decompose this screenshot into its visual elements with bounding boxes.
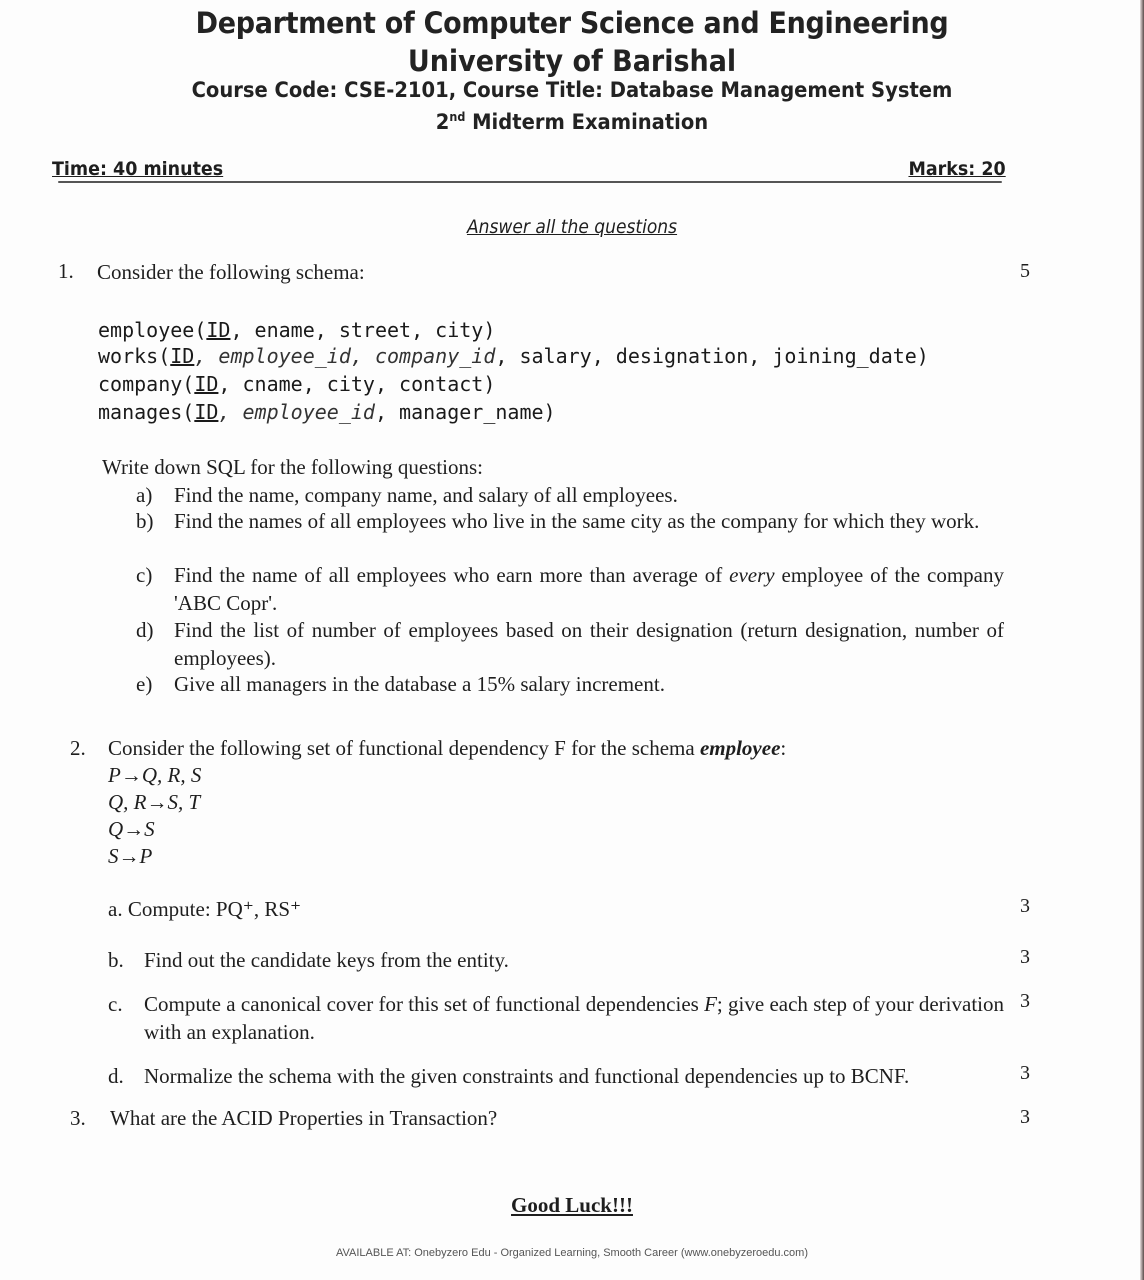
q3-marks: 3 [1020, 1106, 1030, 1128]
exam-title [40, 110, 1104, 134]
q2-part-a-marks: 3 [1020, 895, 1030, 917]
q2-part-d-marks: 3 [1020, 1062, 1030, 1084]
fd-3: Q→S [108, 817, 155, 841]
q1-number: 1. [58, 259, 74, 283]
q2-part-c-marks: 3 [1020, 990, 1030, 1012]
q2-part-c: c. Compute a canonical cover for this set of functional dependencies F; give each step of your derivation with an explanation. [108, 992, 1004, 1044]
fd-4: S→P [108, 844, 153, 868]
q1-item-c: c) Find the name of all employees who earn more than average of every employee of the company 'ABC Copr'. [136, 563, 1004, 615]
q1-marks: 5 [1020, 260, 1030, 282]
q1-text: Consider the following schema: [97, 260, 365, 284]
q2-part-d: d. Normalize the schema with the given constraints and functional dependencies up to BCNF. [108, 1064, 910, 1088]
q3-text: What are the ACID Properties in Transaction? [110, 1106, 498, 1130]
page-edge-shadow [1140, 0, 1144, 1280]
q2-number: 2. [70, 736, 86, 760]
good-luck-message: Good Luck!!! [511, 1193, 633, 1217]
department-title: Department of Computer Science and Engineering [195, 6, 949, 40]
exam-ordinal: 2 [435, 110, 450, 134]
q1-prompt: Write down SQL for the following questions: [102, 455, 483, 479]
q1-item-a: a) Find the name, company name, and salary of all employees. [136, 483, 678, 507]
exam-name: Midterm Examination [472, 110, 709, 134]
footer-source: AVAILABLE AT: Onebyzero Edu - Organized Learning, Smooth Career (www.onebyzeroedu.com) [335, 1247, 809, 1259]
schema-manages: manages(ID, employee_id, manager_name) [98, 400, 556, 424]
course-line: Course Code: CSE-2101, Course Title: Database Management System [191, 78, 953, 102]
q1-item-d: d) Find the list of number of employees based on their designation (return designation, number of employees). [136, 618, 1004, 670]
fd-2: Q, R→S, T [108, 790, 201, 814]
q2-part-b: b. Find out the candidate keys from the entity. [108, 948, 509, 972]
university-title: University of Barishal [407, 44, 737, 78]
schema-employee: employee(ID, ename, street, city) [98, 318, 496, 342]
q2-text: Consider the following set of functional dependency F for the schema employee: [108, 736, 787, 760]
schema-works: works(ID, employee_id, company_id, salary, designation, joining_date) [98, 344, 929, 368]
exam-time: Time: 40 minutes [52, 158, 224, 180]
q2-part-a: a. Compute: PQ⁺, RS⁺ [108, 897, 302, 921]
q1-item-b: b) Find the names of all employees who live in the same city as the company for which they work. [136, 509, 980, 533]
q1-item-e: e) Give all managers in the database a 15% salary increment. [136, 672, 665, 696]
fd-1: P→Q, R, S [108, 763, 202, 787]
instruction: Answer all the questions [466, 216, 678, 238]
q3-number: 3. [70, 1106, 86, 1130]
schema-company: company(ID, cname, city, contact) [98, 372, 496, 396]
exam-ordinal-suffix: nd [449, 110, 466, 124]
q2-part-b-marks: 3 [1020, 946, 1030, 968]
exam-total-marks: Marks: 20 [908, 158, 1006, 180]
header-divider [58, 181, 1002, 183]
